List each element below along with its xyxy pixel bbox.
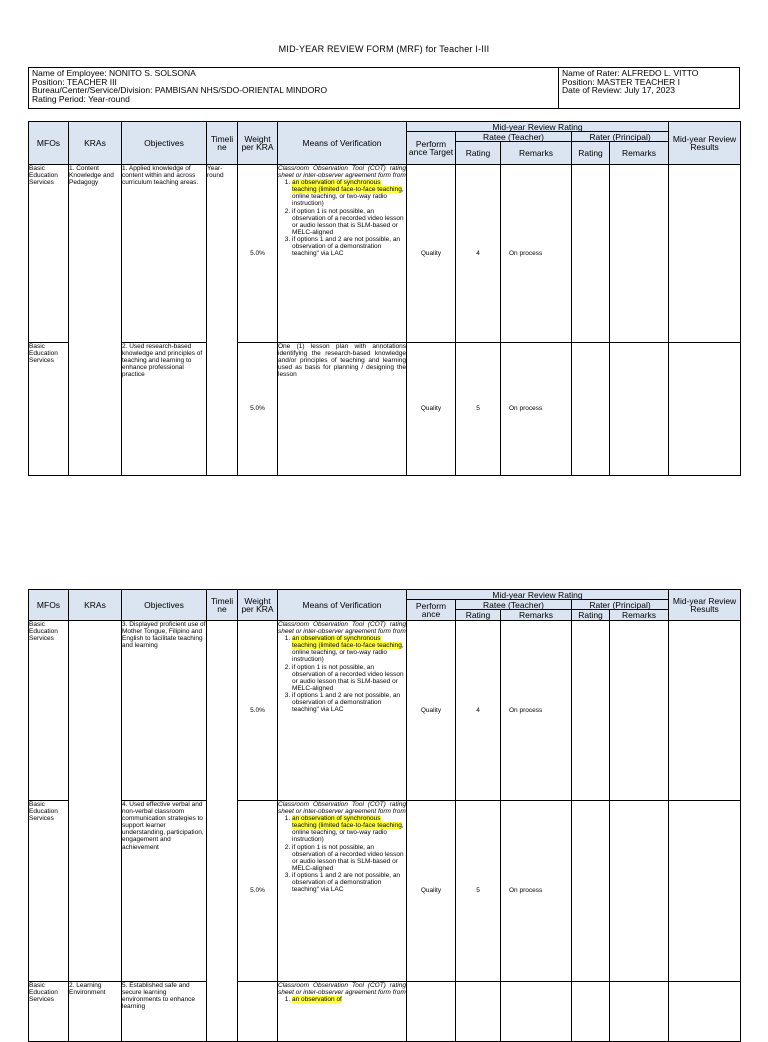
review-table-1: [28, 121, 741, 476]
remarks-cell: On process: [501, 621, 572, 801]
performance-cell: Quality: [407, 343, 456, 476]
table-row: [29, 621, 741, 801]
header-ratee-remarks: Remarks: [501, 610, 572, 621]
table-row: [29, 982, 741, 1042]
employee-bureau: Bureau/Center/Service/Division: PAMBISAN NHS/SDO-ORIENTAL MINDORO: [32, 85, 328, 96]
objective-cell: 1. Applied knowledge of content within and across curriculum teaching areas.: [122, 165, 207, 343]
weight-cell: 5.0%: [238, 343, 278, 476]
mov-option-2: 2. if option 1 is not possible, an observation of a recorded video lesson or audio lesson that is SLM-based or MELC-aligned: [292, 664, 406, 692]
mfo-cell: Basic Education Services: [29, 165, 69, 343]
rater-rating-cell: [572, 343, 610, 476]
results-cell: [669, 801, 741, 982]
rating-period: Rating Period: Year-round: [32, 94, 130, 105]
mfo-cell: Basic Education Services: [29, 343, 69, 476]
mov-option-1-highlight: an observation of: [292, 996, 342, 1004]
weight-cell: 5.0%: [238, 621, 278, 801]
header-weight: Weight per KRA: [238, 590, 278, 621]
employee-name: Name of Employee: NONITO S. SOLSONA: [32, 68, 196, 78]
header-ratee: Ratee (Teacher): [456, 132, 572, 142]
header-rater-rating: Rating: [572, 142, 610, 165]
mov-cell: [278, 801, 407, 982]
rater-rating-cell: [572, 982, 610, 1042]
mov-option-1-rest: , online teaching, or two-way radio instruction): [292, 642, 404, 664]
rater-remarks-cell: [610, 982, 669, 1042]
header-mfos: MFOs: [29, 122, 69, 165]
header-objectives: Objectives: [122, 590, 207, 621]
mov-intro: Classroom Observation Tool (COT) rating sheet or inter-observer agreement form from: [278, 801, 406, 816]
remarks-cell: On process: [501, 801, 572, 982]
header-mfos: MFOs: [29, 590, 69, 621]
header-ratee: Ratee (Teacher): [456, 600, 572, 610]
rater-position: Position: MASTER TEACHER I: [562, 76, 680, 87]
rater-remarks-cell: [610, 621, 669, 801]
remarks-cell: On process: [501, 165, 572, 343]
performance-cell: Quality: [407, 801, 456, 982]
header-mid-year-rating: Mid-year Review Rating: [407, 590, 669, 600]
mfo-cell: Basic Education Services: [29, 982, 69, 1042]
header-kras: KRAs: [69, 122, 122, 165]
rating-cell: 4: [456, 165, 501, 343]
mov-option-1: [292, 996, 406, 1003]
rating-cell: 5: [456, 801, 501, 982]
header-timeline: Timeli ne: [207, 122, 238, 165]
header-weight: Weight per KRA: [238, 122, 278, 165]
header-rater-remarks: Remarks: [610, 610, 669, 621]
header-mov: Means of Verification: [278, 590, 407, 621]
rater-remarks-cell: [610, 165, 669, 343]
performance-cell: Quality: [407, 165, 456, 343]
header-performance: Perform ance Target: [407, 132, 456, 165]
header-results: Mid-year Review Results: [669, 590, 741, 621]
mov-option-1-rest: , online teaching, or two-way radio instruction): [292, 822, 404, 844]
form-title: MID-YEAR REVIEW FORM (MRF) for Teacher I-III: [278, 44, 490, 54]
kra-cell: 1. Content Knowledge and Pedagogy: [69, 165, 122, 476]
rater-remarks-cell: [610, 801, 669, 982]
timeline-cell: [207, 621, 238, 1042]
rating-cell: [456, 982, 501, 1042]
mov-option-1-rest: , online teaching, or two-way radio instruction): [292, 186, 404, 208]
rater-name: Name of Rater: ALFREDO L. VITTO: [562, 68, 699, 78]
rater-rating-cell: [572, 165, 610, 343]
header-mid-year-rating: Mid-year Review Rating: [407, 122, 669, 132]
mov-option-1: [292, 179, 406, 207]
weight-cell: 5.0%: [238, 801, 278, 982]
employee-position: Position: TEACHER III: [32, 76, 117, 87]
table-row: [29, 343, 741, 476]
rater-info: [562, 69, 698, 95]
header-rater: Rater (Principal): [572, 600, 669, 610]
mov-intro: Classroom Observation Tool (COT) rating sheet or inter-observer agreement form from: [278, 165, 406, 180]
header-kras: KRAs: [69, 590, 122, 621]
header-info-box: [28, 67, 740, 109]
mov-option-2: 2. if option 1 is not possible, an observation of a recorded video lesson or audio lesson that is SLM-based or MELC-aligned: [292, 844, 406, 872]
rating-cell: 5: [456, 343, 501, 476]
header-timeline: Timeli ne: [207, 590, 238, 621]
objective-cell: 3. Displayed proficient use of Mother Tongue, Filipino and English to facilitate teaching and learning: [122, 621, 207, 801]
remarks-cell: On process: [501, 343, 572, 476]
header-ratee-rating: Rating: [456, 610, 501, 621]
rater-rating-cell: [572, 801, 610, 982]
mfo-cell: Basic Education Services: [29, 621, 69, 801]
header-objectives: Objectives: [122, 122, 207, 165]
remarks-cell: [501, 982, 572, 1042]
objective-cell: 4. Used effective verbal and non-verbal classroom communication strategies to support learner understanding, participation, engagement and achievement: [122, 801, 207, 982]
info-divider: [558, 68, 559, 108]
table-row: [29, 801, 741, 982]
mov-option-1-highlight: an observation of synchronous teaching (limited face-to-face teaching: [292, 179, 402, 194]
header-rater: Rater (Principal): [572, 132, 669, 142]
results-cell: [669, 343, 741, 476]
weight-cell: [238, 982, 278, 1042]
table-row: [29, 165, 741, 343]
kra-cell: 2. Learning Environment: [69, 982, 122, 1042]
mov-intro: Classroom Observation Tool (COT) rating sheet or inter-observer agreement form from: [278, 621, 406, 636]
header-mov: Means of Verification: [278, 122, 407, 165]
mov-option-2: 2. if option 1 is not possible, an observation of a recorded video lesson or audio lesson that is SLM-based or MELC-aligned: [292, 208, 406, 236]
header-ratee-remarks: Remarks: [501, 142, 572, 165]
mov-option-3: 3. if options 1 and 2 are not possible, an observation of a demonstration teaching" via LAC: [292, 692, 406, 713]
mov-option-1-highlight: an observation of synchronous teaching (limited face-to-face teaching: [292, 815, 402, 830]
results-cell: [669, 165, 741, 343]
weight-cell: 5.0%: [238, 165, 278, 343]
mov-option-3: 3. if options 1 and 2 are not possible, an observation of a demonstration teaching" via LAC: [292, 236, 406, 257]
header-rater-rating: Rating: [572, 610, 610, 621]
header-performance: Perform ance: [407, 600, 456, 621]
mov-cell: [278, 621, 407, 801]
performance-cell: [407, 982, 456, 1042]
mov-intro: Classroom Observation Tool (COT) rating sheet or inter-observer agreement form from: [278, 982, 406, 997]
header-ratee-rating: Rating: [456, 142, 501, 165]
timeline-cell: Year-round: [207, 165, 238, 476]
mov-option-3: 3. if options 1 and 2 are not possible, an observation of a demonstration teaching" via LAC: [292, 872, 406, 893]
results-cell: [669, 621, 741, 801]
rating-cell: 4: [456, 621, 501, 801]
kra-cell: [69, 621, 122, 982]
mov-cell: [278, 982, 407, 1042]
performance-cell: Quality: [407, 621, 456, 801]
review-date: Date of Review: July 17, 2023: [562, 85, 675, 96]
rater-rating-cell: [572, 621, 610, 801]
employee-info: [32, 69, 327, 104]
mov-option-1: [292, 815, 406, 843]
header-rater-remarks: Remarks: [610, 142, 669, 165]
review-table-2: [28, 589, 741, 1042]
results-cell: [669, 982, 741, 1042]
objective-cell: 2. Used research-based knowledge and principles of teaching and learning to enhance professional practice: [122, 343, 207, 476]
mfo-cell: Basic Education Services: [29, 801, 69, 982]
mov-cell: One (1) lesson plan with annotations identifying the research-based knowledge and/or principles of teaching and learning used as basis for planning / designing the lesson: [278, 343, 407, 476]
mov-option-1: [292, 635, 406, 663]
rater-remarks-cell: [610, 343, 669, 476]
objective-cell: 5. Established safe and secure learning environments to enhance learning: [122, 982, 207, 1042]
mov-cell: [278, 165, 407, 343]
mov-option-1-highlight: an observation of synchronous teaching (limited face-to-face teaching: [292, 635, 402, 650]
header-results: Mid-year Review Results: [669, 122, 741, 165]
